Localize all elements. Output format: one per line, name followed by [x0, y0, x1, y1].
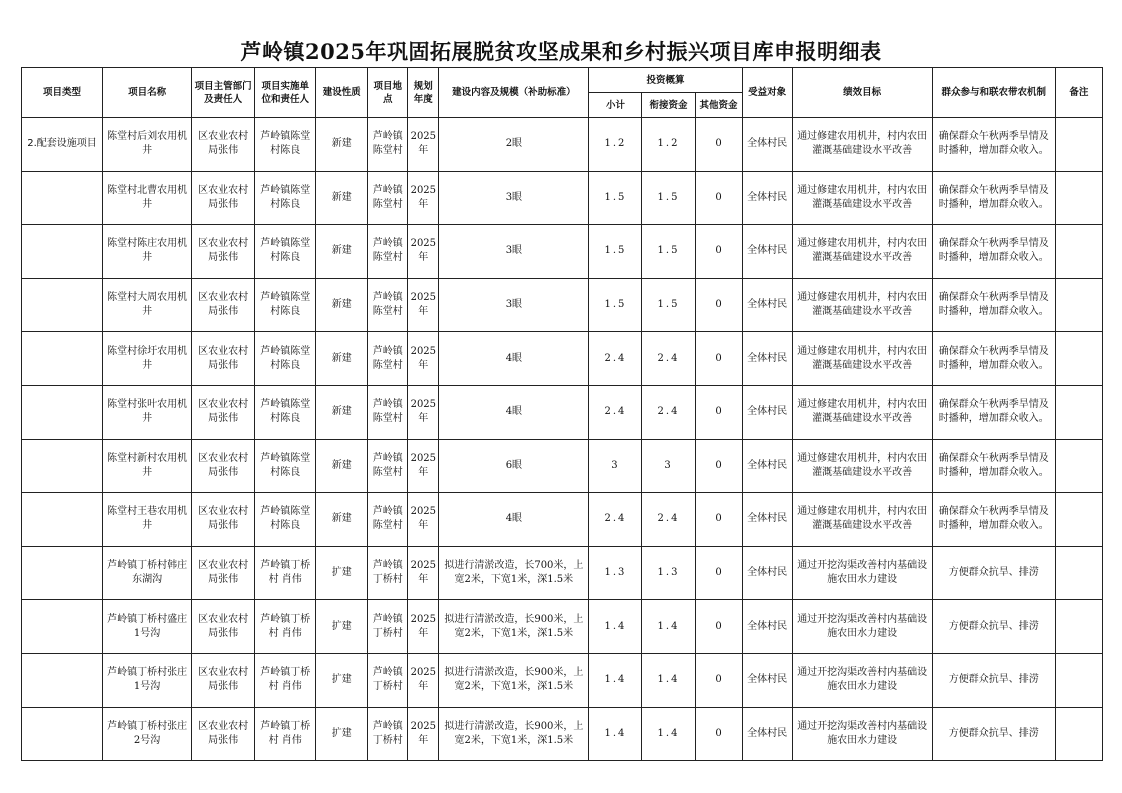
cell-place: 芦岭镇丁桥村 — [368, 600, 408, 654]
cell-dept: 区农业农村局张伟 — [192, 118, 255, 172]
page-title: 芦岭镇2025年巩固拓展脱贫攻坚成果和乡村振兴项目库申报明细表 — [240, 39, 882, 64]
header-beneficiary: 受益对象 — [742, 68, 792, 118]
header-year: 规划年度 — [408, 68, 439, 118]
cell-name: 陈堂村徐圩农用机井 — [103, 332, 192, 386]
table-row — [22, 707, 1103, 761]
cell-place: 芦岭镇陈堂村 — [368, 439, 408, 493]
cell-content: 2眼 — [439, 118, 589, 172]
project-table — [21, 67, 1103, 761]
cell-year: 2025年 — [408, 546, 439, 600]
header-dept: 项目主管部门及责任人 — [192, 68, 255, 118]
header-remark: 备注 — [1055, 68, 1102, 118]
cell-place: 芦岭镇丁桥村 — [368, 707, 408, 761]
cell-goal: 通过开挖沟渠改善村内基础设施农田水力建设 — [792, 707, 932, 761]
cell-mechanism: 确保群众午秋两季旱情及时播种，增加群众收入。 — [932, 385, 1055, 439]
cell-name: 芦岭镇丁桥村韩庄东湖沟 — [103, 546, 192, 600]
cell-type — [22, 332, 103, 386]
cell-other: 0 — [695, 332, 742, 386]
cell-connect: 1.5 — [642, 225, 695, 279]
cell-type — [22, 493, 103, 547]
cell-impl: 芦岭镇陈堂村陈良 — [255, 171, 316, 225]
cell-impl: 芦岭镇丁桥村 肖伟 — [255, 546, 316, 600]
cell-remark — [1055, 225, 1102, 279]
cell-place: 芦岭镇陈堂村 — [368, 385, 408, 439]
cell-other: 0 — [695, 171, 742, 225]
cell-subtotal: 1.3 — [589, 546, 642, 600]
cell-nature: 扩建 — [316, 600, 368, 654]
cell-goal: 通过修建农用机井，村内农田灌溉基础建设水平改善 — [792, 385, 932, 439]
cell-connect: 1.5 — [642, 171, 695, 225]
header-goal: 绩效目标 — [792, 68, 932, 118]
cell-dept: 区农业农村局张伟 — [192, 278, 255, 332]
cell-connect: 1.4 — [642, 600, 695, 654]
cell-remark — [1055, 600, 1102, 654]
header-place: 项目地点 — [368, 68, 408, 118]
table-row — [22, 385, 1103, 439]
cell-nature: 新建 — [316, 118, 368, 172]
cell-year: 2025年 — [408, 493, 439, 547]
cell-type — [22, 278, 103, 332]
header-name: 项目名称 — [103, 68, 192, 118]
cell-dept: 区农业农村局张伟 — [192, 385, 255, 439]
cell-goal: 通过开挖沟渠改善村内基础设施农田水力建设 — [792, 653, 932, 707]
cell-year: 2025年 — [408, 385, 439, 439]
cell-beneficiary: 全体村民 — [742, 225, 792, 279]
cell-year: 2025年 — [408, 439, 439, 493]
cell-year: 2025年 — [408, 278, 439, 332]
cell-subtotal: 2.4 — [589, 493, 642, 547]
cell-beneficiary: 全体村民 — [742, 118, 792, 172]
cell-subtotal: 1.4 — [589, 653, 642, 707]
cell-content: 3眼 — [439, 225, 589, 279]
cell-impl: 芦岭镇丁桥村 肖伟 — [255, 653, 316, 707]
cell-mechanism: 确保群众午秋两季旱情及时播种，增加群众收入。 — [932, 493, 1055, 547]
cell-impl: 芦岭镇丁桥村 肖伟 — [255, 600, 316, 654]
cell-remark — [1055, 171, 1102, 225]
cell-remark — [1055, 278, 1102, 332]
cell-other: 0 — [695, 385, 742, 439]
cell-impl: 芦岭镇丁桥村 肖伟 — [255, 707, 316, 761]
table-row — [22, 118, 1103, 172]
cell-place: 芦岭镇陈堂村 — [368, 332, 408, 386]
table-row — [22, 546, 1103, 600]
table-row — [22, 171, 1103, 225]
header-mechanism: 群众参与和联农带农机制 — [932, 68, 1055, 118]
cell-type — [22, 600, 103, 654]
cell-subtotal: 2.4 — [589, 385, 642, 439]
cell-dept: 区农业农村局张伟 — [192, 546, 255, 600]
cell-mechanism: 确保群众午秋两季旱情及时播种，增加群众收入。 — [932, 278, 1055, 332]
cell-remark — [1055, 493, 1102, 547]
table-row — [22, 439, 1103, 493]
cell-place: 芦岭镇陈堂村 — [368, 171, 408, 225]
cell-connect: 1.2 — [642, 118, 695, 172]
cell-remark — [1055, 653, 1102, 707]
cell-year: 2025年 — [408, 332, 439, 386]
cell-beneficiary: 全体村民 — [742, 278, 792, 332]
cell-goal: 通过开挖沟渠改善村内基础设施农田水力建设 — [792, 546, 932, 600]
cell-name: 陈堂村北曹农用机井 — [103, 171, 192, 225]
cell-name: 陈堂村后刘农用机井 — [103, 118, 192, 172]
cell-name: 芦岭镇丁桥村盛庄1号沟 — [103, 600, 192, 654]
cell-dept: 区农业农村局张伟 — [192, 653, 255, 707]
cell-remark — [1055, 546, 1102, 600]
cell-type — [22, 546, 103, 600]
cell-connect: 2.4 — [642, 332, 695, 386]
cell-goal: 通过修建农用机井，村内农田灌溉基础建设水平改善 — [792, 493, 932, 547]
cell-nature: 新建 — [316, 332, 368, 386]
header-row-1 — [22, 68, 1103, 93]
cell-connect: 1.4 — [642, 653, 695, 707]
cell-subtotal: 3 — [589, 439, 642, 493]
cell-remark — [1055, 332, 1102, 386]
cell-other: 0 — [695, 653, 742, 707]
cell-dept: 区农业农村局张伟 — [192, 600, 255, 654]
cell-connect: 3 — [642, 439, 695, 493]
header-connect: 衔接资金 — [642, 93, 695, 118]
cell-connect: 1.3 — [642, 546, 695, 600]
cell-content: 6眼 — [439, 439, 589, 493]
cell-content: 4眼 — [439, 332, 589, 386]
cell-nature: 新建 — [316, 439, 368, 493]
cell-content: 拟进行清淤改造，长700米，上宽2米，下宽1米，深1.5米 — [439, 546, 589, 600]
cell-nature: 扩建 — [316, 546, 368, 600]
cell-place: 芦岭镇陈堂村 — [368, 225, 408, 279]
cell-subtotal: 1.5 — [589, 278, 642, 332]
cell-remark — [1055, 118, 1102, 172]
cell-dept: 区农业农村局张伟 — [192, 493, 255, 547]
cell-content: 拟进行清淤改造，长900米，上宽2米，下宽1米，深1.5米 — [439, 600, 589, 654]
cell-mechanism: 确保群众午秋两季旱情及时播种，增加群众收入。 — [932, 225, 1055, 279]
cell-beneficiary: 全体村民 — [742, 546, 792, 600]
cell-type — [22, 385, 103, 439]
cell-place: 芦岭镇陈堂村 — [368, 278, 408, 332]
cell-remark — [1055, 707, 1102, 761]
cell-other: 0 — [695, 278, 742, 332]
cell-type — [22, 225, 103, 279]
cell-mechanism: 确保群众午秋两季旱情及时播种，增加群众收入。 — [932, 118, 1055, 172]
cell-connect: 2.4 — [642, 493, 695, 547]
cell-name: 陈堂村新村农用机井 — [103, 439, 192, 493]
cell-goal: 通过开挖沟渠改善村内基础设施农田水力建设 — [792, 600, 932, 654]
cell-connect: 1.5 — [642, 278, 695, 332]
cell-beneficiary: 全体村民 — [742, 653, 792, 707]
cell-year: 2025年 — [408, 600, 439, 654]
cell-beneficiary: 全体村民 — [742, 385, 792, 439]
cell-place: 芦岭镇丁桥村 — [368, 653, 408, 707]
cell-dept: 区农业农村局张伟 — [192, 225, 255, 279]
cell-beneficiary: 全体村民 — [742, 439, 792, 493]
cell-place: 芦岭镇陈堂村 — [368, 118, 408, 172]
cell-subtotal: 1.4 — [589, 600, 642, 654]
cell-remark — [1055, 385, 1102, 439]
cell-impl: 芦岭镇陈堂村陈良 — [255, 118, 316, 172]
cell-nature: 新建 — [316, 493, 368, 547]
cell-impl: 芦岭镇陈堂村陈良 — [255, 225, 316, 279]
cell-name: 芦岭镇丁桥村张庄2号沟 — [103, 707, 192, 761]
cell-goal: 通过修建农用机井，村内农田灌溉基础建设水平改善 — [792, 332, 932, 386]
cell-impl: 芦岭镇陈堂村陈良 — [255, 278, 316, 332]
cell-year: 2025年 — [408, 225, 439, 279]
cell-mechanism: 方便群众抗旱、排涝 — [932, 707, 1055, 761]
cell-impl: 芦岭镇陈堂村陈良 — [255, 332, 316, 386]
cell-dept: 区农业农村局张伟 — [192, 707, 255, 761]
header-other: 其他资金 — [695, 93, 742, 118]
cell-content: 4眼 — [439, 385, 589, 439]
cell-other: 0 — [695, 225, 742, 279]
cell-name: 陈堂村陈庄农用机井 — [103, 225, 192, 279]
cell-goal: 通过修建农用机井，村内农田灌溉基础建设水平改善 — [792, 225, 932, 279]
cell-dept: 区农业农村局张伟 — [192, 171, 255, 225]
header-invest: 投资概算 — [589, 68, 742, 93]
cell-type: 2.配套设施项目 — [22, 118, 103, 172]
cell-mechanism: 方便群众抗旱、排涝 — [932, 653, 1055, 707]
table-row — [22, 493, 1103, 547]
cell-goal: 通过修建农用机井，村内农田灌溉基础建设水平改善 — [792, 171, 932, 225]
cell-mechanism: 确保群众午秋两季旱情及时播种，增加群众收入。 — [932, 332, 1055, 386]
cell-dept: 区农业农村局张伟 — [192, 439, 255, 493]
cell-beneficiary: 全体村民 — [742, 493, 792, 547]
cell-name: 芦岭镇丁桥村张庄1号沟 — [103, 653, 192, 707]
cell-impl: 芦岭镇陈堂村陈良 — [255, 385, 316, 439]
cell-content: 3眼 — [439, 171, 589, 225]
cell-year: 2025年 — [408, 118, 439, 172]
cell-name: 陈堂村张叶农用机井 — [103, 385, 192, 439]
header-nature: 建设性质 — [316, 68, 368, 118]
cell-impl: 芦岭镇陈堂村陈良 — [255, 493, 316, 547]
header-content: 建设内容及规模（补助标准） — [439, 68, 589, 118]
cell-other: 0 — [695, 707, 742, 761]
cell-other: 0 — [695, 546, 742, 600]
cell-content: 3眼 — [439, 278, 589, 332]
cell-beneficiary: 全体村民 — [742, 171, 792, 225]
header-subtotal: 小计 — [589, 93, 642, 118]
cell-remark — [1055, 439, 1102, 493]
table-row — [22, 653, 1103, 707]
cell-place: 芦岭镇丁桥村 — [368, 546, 408, 600]
cell-year: 2025年 — [408, 171, 439, 225]
cell-goal: 通过修建农用机井，村内农田灌溉基础建设水平改善 — [792, 278, 932, 332]
cell-other: 0 — [695, 493, 742, 547]
cell-subtotal: 2.4 — [589, 332, 642, 386]
table-row — [22, 225, 1103, 279]
cell-beneficiary: 全体村民 — [742, 600, 792, 654]
cell-other: 0 — [695, 600, 742, 654]
table-body — [22, 118, 1103, 761]
cell-other: 0 — [695, 439, 742, 493]
cell-year: 2025年 — [408, 707, 439, 761]
cell-name: 陈堂村大周农用机井 — [103, 278, 192, 332]
cell-other: 0 — [695, 118, 742, 172]
cell-dept: 区农业农村局张伟 — [192, 332, 255, 386]
table-row — [22, 600, 1103, 654]
cell-type — [22, 439, 103, 493]
cell-type — [22, 707, 103, 761]
cell-type — [22, 171, 103, 225]
cell-subtotal: 1.2 — [589, 118, 642, 172]
cell-type — [22, 653, 103, 707]
cell-nature: 新建 — [316, 278, 368, 332]
cell-mechanism: 方便群众抗旱、排涝 — [932, 546, 1055, 600]
cell-content: 拟进行清淤改造，长900米，上宽2米，下宽1米，深1.5米 — [439, 653, 589, 707]
header-type: 项目类型 — [22, 68, 103, 118]
cell-impl: 芦岭镇陈堂村陈良 — [255, 439, 316, 493]
cell-beneficiary: 全体村民 — [742, 707, 792, 761]
cell-goal: 通过修建农用机井，村内农田灌溉基础建设水平改善 — [792, 118, 932, 172]
cell-nature: 扩建 — [316, 707, 368, 761]
cell-beneficiary: 全体村民 — [742, 332, 792, 386]
table-row — [22, 332, 1103, 386]
cell-subtotal: 1.5 — [589, 225, 642, 279]
cell-content: 4眼 — [439, 493, 589, 547]
cell-mechanism: 确保群众午秋两季旱情及时播种，增加群众收入。 — [932, 171, 1055, 225]
cell-subtotal: 1.5 — [589, 171, 642, 225]
cell-year: 2025年 — [408, 653, 439, 707]
cell-place: 芦岭镇陈堂村 — [368, 493, 408, 547]
cell-nature: 新建 — [316, 171, 368, 225]
cell-content: 拟进行清淤改造，长900米，上宽2米，下宽1米，深1.5米 — [439, 707, 589, 761]
cell-nature: 新建 — [316, 225, 368, 279]
cell-connect: 2.4 — [642, 385, 695, 439]
cell-connect: 1.4 — [642, 707, 695, 761]
cell-mechanism: 确保群众午秋两季旱情及时播种，增加群众收入。 — [932, 439, 1055, 493]
cell-goal: 通过修建农用机井，村内农田灌溉基础建设水平改善 — [792, 439, 932, 493]
cell-nature: 扩建 — [316, 653, 368, 707]
header-impl: 项目实施单位和责任人 — [255, 68, 316, 118]
cell-name: 陈堂村王巷农用机井 — [103, 493, 192, 547]
table-row — [22, 278, 1103, 332]
cell-nature: 新建 — [316, 385, 368, 439]
cell-mechanism: 方便群众抗旱、排涝 — [932, 600, 1055, 654]
cell-subtotal: 1.4 — [589, 707, 642, 761]
